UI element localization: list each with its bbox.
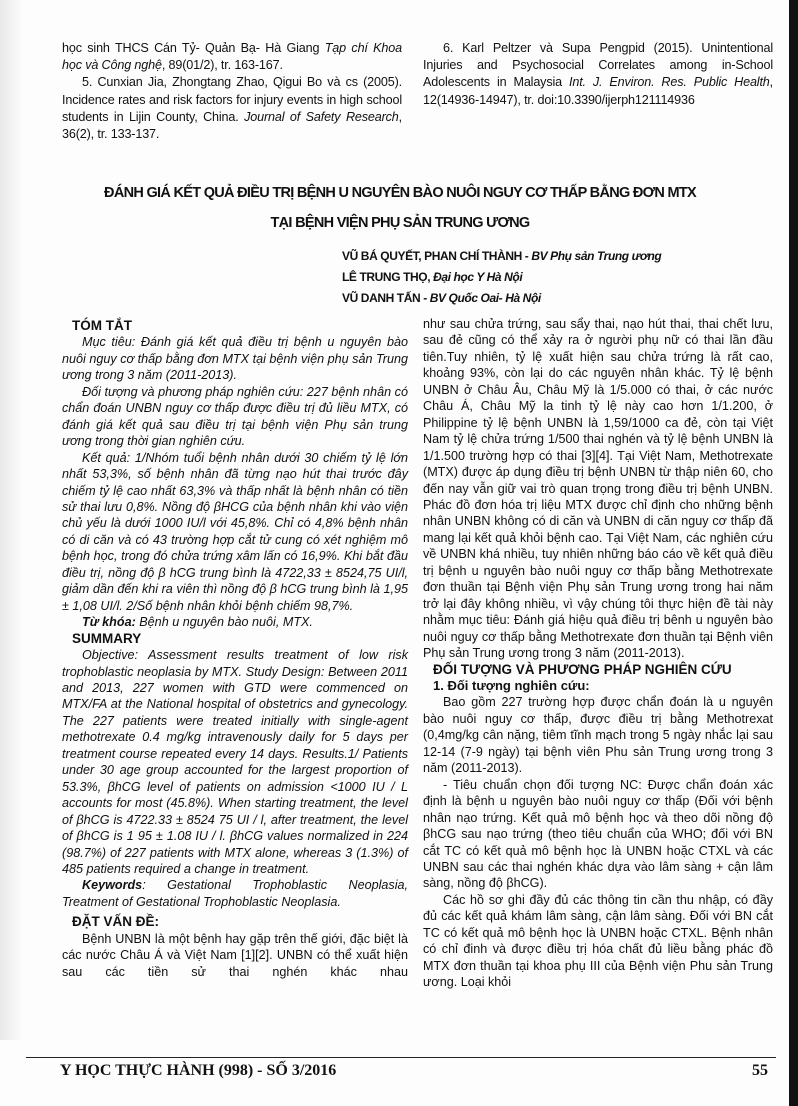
summary-body: Objective: Assessment results treatment of low risk trophoblastic neoplasia by MTX. Study Design: Between 2011 and 2013, 227 women with GTD were commenced on MTX/FA at the National hospital of obstetrics and gynecology. The 227 patients were treated initially with single-agent methotrexate 0.4 mg/kg intravenously daily for 5 days per treatment course repeated every 14 days. Results.1/ Patients under 30 age group accounted for the largest proportion of 53.3%, βhCG level of patients on admission <1000 IU / L accounts for most (45.8%). When starting treatment, the level of βhCG is 4722.33 ± 8524 75 UI / l, after treatment, the level of βhCG is 1 95 ± 1.08 IU / l. βhCG values normalized in 224 (98.7%) of 227 patients with MTX alone, whereas 3 (1.3%) of 485 patients required a change in treatment. xyxy=(62,648,408,876)
ref-tail: , 36(2), tr. 133-137. xyxy=(62,109,402,142)
article-title xyxy=(40,178,760,238)
methods-paragraph: Bao gồm 227 trường hợp được chẩn đoán là u nguyên bào nuôi nguy cơ thấp, được điều trị bằng Methotrexat (0,4mg/kg cân nặng, tiêm tĩnh mạch trong 5 ngày nhắc lại sau 12-14 (7-9 ngày) tại bệnh viên Phu sản Trung ương trong 3 năm (2011-2013). xyxy=(423,695,773,776)
reference-6 xyxy=(423,40,773,109)
abstract-objective: Mục tiêu: Đánh giá kết quả điều trị bệnh u nguyên bào nuôi nguy cơ thấp bằng đơn MTX tại bệnh viện phụ sản Trung ương trong 3 năm (2011-2013). xyxy=(62,335,408,383)
keywords-text: : Gestational Trophoblastic Neoplasia, Treatment of Gestational Trophoblastic Neoplasia. xyxy=(62,878,408,909)
ref-tail: , 89(01/2), tr. 163-167. xyxy=(161,58,283,73)
keywords-text: Bệnh u nguyên bào nuôi, MTX. xyxy=(135,615,313,630)
reference-4-continued xyxy=(62,40,402,74)
references-right xyxy=(423,40,773,109)
footer-journal-title: Y HỌC THỰC HÀNH (998) - SỐ 3/2016 xyxy=(60,1062,337,1079)
introduction-paragraph: Bệnh UNBN là một bệnh hay gặp trên thế giới, đặc biệt là các nước Châu Á và Việt Nam [1][2]. UNBN có thể xuất hiện sau các tiền sử thai nghén khác nhau xyxy=(62,931,408,979)
ref-text: học sinh THCS Cán Tỷ- Quản Bạ- Hà Giang xyxy=(62,41,325,55)
ref-text: 5. Cunxian Jia, Zhongtang Zhao, Qigui Bo và cs (2005). Incidence rates and risk factors for injury events in high school students in Lijin County, China. xyxy=(62,75,402,124)
author-names: VŨ BÁ QUYẾT, PHAN CHÍ THÀNH - xyxy=(342,249,532,263)
abstract-results: Kết quả: 1/Nhóm tuổi bệnh nhân dưới 30 chiếm tỷ lệ lớn nhất 53,3%, số bệnh nhân đã từng nạo hút thai trước đây chiếm tỷ lệ cao nhất 63,3% và thấp nhất là bệnh nhân có tiền sử thai lưu 0,8%. Nồng độ βHCG của bệnh nhân khi vào viện chủ yếu là dưới 1000 IU/l với 45,8%. Chỉ có 4,8% bệnh nhân có di căn và có 43 trường hợp cắt tử cung có xét nghiệm mô bệnh học, trong đó chửa trứng xâm lấn có 16,9%. Khi bắt đầu điều trị, nồng độ β hCG trung bình là 4722,33 ± 8524,75 UI/l, giảm dần đến khi ra viên thì nồng độ β hCG trung bình là 1,95 ± 1,08 UI/l. 2/Số bệnh nhân khỏi bệnh chiếm 98,7%. xyxy=(62,450,408,613)
scan-margin-shadow xyxy=(0,0,22,1040)
abstract-methods: Đối tượng và phương pháp nghiên cứu: 227 bệnh nhân có chẩn đoán UNBN nguy cơ thấp được điều trị đủ liều MTX, có đánh giá kết quả sau điều trị tại bệnh viện Phụ sản trung ương trong thời gian nghiên cứu. xyxy=(62,384,408,449)
summary-heading: SUMMARY xyxy=(72,630,142,646)
author-affiliation: Đại học Y Hà Nội xyxy=(433,270,523,284)
introduction-heading: ĐẶT VẤN ĐỀ: xyxy=(72,914,159,930)
author-names: VŨ DANH TẤN - xyxy=(342,291,430,305)
ref-journal: Tạp chí Khoa học và Công nghệ xyxy=(62,41,402,73)
author-affiliation: BV Phụ sản Trung ương xyxy=(531,249,662,263)
keywords-label: Từ khóa: xyxy=(82,615,136,630)
title-line-1: ĐÁNH GIÁ KẾT QUẢ ĐIỀU TRỊ BỆNH U NGUYÊN BÀO NUÔI NGUY CƠ THẤP BẰNG ĐƠN MTX xyxy=(104,185,696,201)
footer-rule xyxy=(26,1057,776,1058)
scan-edge-bar xyxy=(789,0,798,1106)
abstract-heading: TÓM TẮT xyxy=(72,318,132,333)
column-right xyxy=(423,316,773,991)
methods-paragraph: Các hồ sơ ghi đầy đủ các thông tin cần thu nhập, có đầy đủ các kết quả khám lâm sàng, cận lâm sàng. Đối với BN cắt TC có kết quả mô bệnh học là UNBN hoặc CTXL. Bệnh nhân có chỉ đinh và được điều trị hóa chất đủ liều bằng phác đồ MTX đơn thuần tại khoa phụ III của Bệnh viện Phu sản Trung ương. Loại khỏi xyxy=(423,892,773,990)
references-left xyxy=(62,40,402,143)
ref-tail: , 12(14936-14947), tr. doi:10.3390/ijerph121114936 xyxy=(423,75,774,107)
ref-journal: Int. J. Environ. Res. Public Health xyxy=(569,75,770,90)
methods-heading: ĐỐI TƯỢNG VÀ PHƯƠNG PHÁP NGHIÊN CỨU xyxy=(433,661,732,677)
keywords-label: Keywords xyxy=(82,878,143,893)
methods-subheading: 1. Đối tượng nghiên cứu: xyxy=(433,677,590,693)
page-number: 55 xyxy=(752,1062,768,1079)
column-left xyxy=(62,318,408,980)
summary-keywords xyxy=(62,877,408,910)
author-affiliation: BV Quốc Oai- Hà Nội xyxy=(429,291,541,305)
reference-5 xyxy=(62,74,402,143)
author-names: LÊ TRUNG THỌ, xyxy=(342,270,434,284)
author-line xyxy=(342,267,772,288)
title-line-2: TẠI BỆNH VIỆN PHỤ SẢN TRUNG ƯƠNG xyxy=(270,215,530,231)
abstract-keywords xyxy=(62,614,408,630)
methods-paragraph: - Tiêu chuẩn chọn đối tượng NC: Được chẩn đoán xác định là bệnh u nguyên bào nuôi nguy cơ thấp (Đối với bệnh nhân nạo trứng. Kết quả mô bệnh học và theo dõi nồng độ βhCG sau nạo trứng (theo tiêu chuẩn của WHO; đối với BN cắt TC có kết quả mô bệnh học là UNBN hoặc CTXL và các UNBN sau các thai nghén khác dựa vào lâm sàng + cận lâm sàng, nồng độ βhCG). xyxy=(423,777,773,891)
author-list xyxy=(342,246,772,309)
ref-text: 6. Karl Peltzer và Supa Pengpid (2015). Unintentional Injuries and Psychosocial Correlates among in-School Adolescents in Malaysia xyxy=(423,41,773,90)
author-line xyxy=(342,288,772,309)
author-line xyxy=(342,246,772,267)
ref-journal: Journal of Safety Research xyxy=(244,109,399,124)
introduction-paragraph-continued: như sau chửa trứng, sau sẩy thai, nạo hút thai, thai chết lưu, sau đẻ cũng có thể xảy ra ở người phụ nữ có thai lần đầu tiên.Tuy nhiên, tỷ lệ xuất hiện sau chửa trứng là rất cao, khoảng 93%, còn lại do các nguyên nhân khác. Tỷ lệ bệnh UNBN ở Châu Âu, Châu Mỹ là 1/5.000 có thai, ở các nước Châu Á, Châu Mỹ la tinh tỷ lệ này cao hơn 1/1.200, ở Philippine tỷ lệ bệnh UNBN là 1,59/1000 ca đẻ, còn tại Việt Nam tỷ lệ chửa trứng 1/500 thai nghén và tỷ lệ bệnh UNBN là 1/1.500 trường hợp có thai [3][4]. Tại Việt Nam, Methotrexate (MTX) được áp dụng điều trị bệnh UNBN từ thập niên 60, cho đến nay vẫn giữ vai trò quan trọng trong điều trị bệnh UNBN. Phác đồ đơn hóa trị liệu MTX được chỉ định cho những bệnh nhân UNBN không có di căn và UNBN di căn nguy cơ thấp đã mang lại kết quả khỏi bệnh cao. Tại Việt Nam, các nghiên cứu về UNBN khá nhiều, tuy nhiên những báo cáo về kết quả điều trị bệnh u nguyên bào nuôi nguy cơ thấp bằng Methotrexate đơn thuần tại Bệnh viện Phụ sản Trung ương trong hai năm trở lại đây không nhiều, vì vậy chúng tôi thực hiện đề tài này nhằm mục tiêu: Đánh giá hiệu quả điều trị bênh u nguyên bào nuôi nguy cơ thấp bằng Methotrexate đơn thuần tại Bệnh viên Phụ sản Trung ương trong 3 năm (2011-2013). xyxy=(423,317,773,661)
